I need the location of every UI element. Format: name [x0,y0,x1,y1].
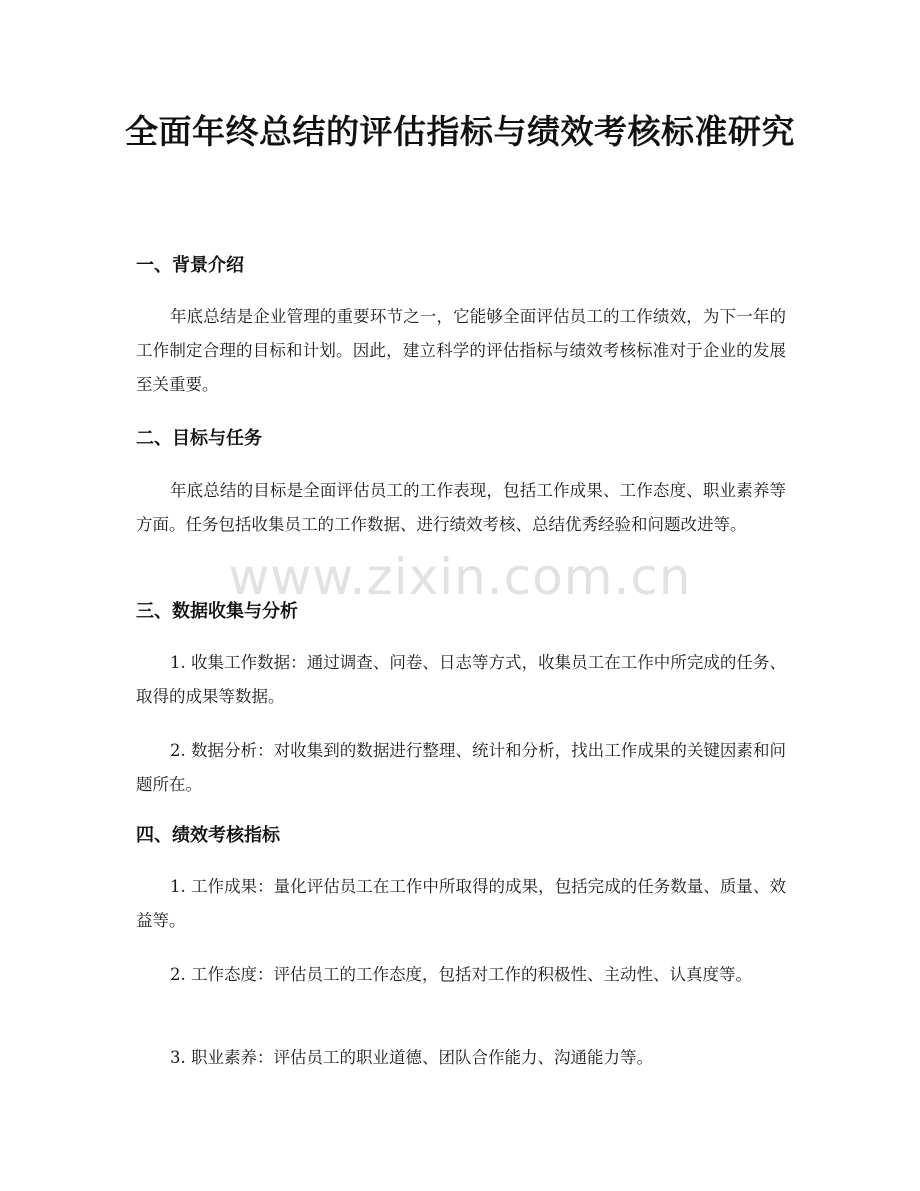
section-paragraph: 年底总结是企业管理的重要环节之一，它能够全面评估员工的工作绩效，为下一年的工作制定合理的目标和计划。因此，建立科学的评估指标与绩效考核标准对于企业的发展至关重要。 [136,307,786,394]
section-paragraph: 年底总结的目标是全面评估员工的工作表现，包括工作成果、工作态度、职业素养等方面。任务包括收集员工的工作数据、进行绩效考核、总结优秀经验和问题改进等。 [136,481,786,534]
list-item-paragraph: 3. 职业素养：评估员工的职业道德、团队合作能力、沟通能力等。 [170,1048,653,1067]
list-item-paragraph: 1. 收集工作数据：通过调查、问卷、日志等方式，收集员工在工作中所完成的任务、取得的成果等数据。 [136,653,786,706]
watermark: www.zixin.com.cn [228,548,692,606]
section-heading-background: 一、背景介绍 [136,255,244,276]
document-title: 全面年终总结的评估指标与绩效考核标准研究 [125,112,795,151]
list-item-paragraph: 2. 数据分析：对收集到的数据进行整理、统计和分析，找出工作成果的关键因素和问题所在。 [136,741,786,794]
section-heading-data: 三、数据收集与分析 [136,601,298,622]
list-item-paragraph: 2. 工作态度：评估员工的工作态度，包括对工作的积极性、主动性、认真度等。 [170,965,752,984]
section-heading-metrics: 四、绩效考核指标 [136,825,280,846]
section-heading-goals: 二、目标与任务 [136,428,262,449]
list-item-paragraph: 1. 工作成果：量化评估员工在工作中所取得的成果，包括完成的任务数量、质量、效益等。 [136,877,786,930]
